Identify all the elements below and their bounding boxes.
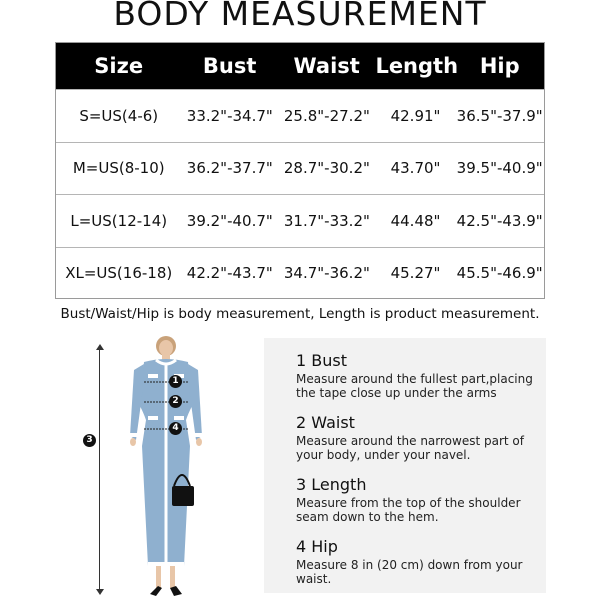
step-description: Measure around the narrowest part of your body, under your navel. xyxy=(296,434,524,462)
bust-marker: 1 xyxy=(169,375,182,388)
cell-hip: 45.5"-46.9" xyxy=(456,264,543,283)
table-row xyxy=(56,247,544,300)
dress-illustration xyxy=(78,336,258,600)
table-row xyxy=(56,194,544,247)
cell-hip: 36.5"-37.9" xyxy=(456,106,543,125)
header-hip: Hip xyxy=(479,54,520,78)
table-row xyxy=(56,142,544,195)
step-hip xyxy=(296,537,541,586)
step-length xyxy=(296,475,541,524)
size-table xyxy=(55,42,545,299)
step-title: 1 Bust xyxy=(296,351,347,370)
cell-length: 45.27" xyxy=(390,264,441,283)
cell-hip: 42.5"-43.9" xyxy=(456,211,543,230)
step-title: 2 Waist xyxy=(296,413,355,432)
length-marker: 3 xyxy=(83,434,96,447)
header-waist: Waist xyxy=(293,54,360,78)
step-description: Measure 8 in (20 cm) down from your waist. xyxy=(296,558,523,586)
cell-waist: 28.7"-30.2" xyxy=(283,159,370,178)
instructions-panel xyxy=(264,338,546,593)
step-bust xyxy=(296,351,541,400)
table-row xyxy=(56,89,544,142)
table-header xyxy=(56,43,544,89)
cell-waist: 25.8"-27.2" xyxy=(283,106,370,125)
step-description: Measure around the fullest part,placing the tape close up under the arms xyxy=(296,372,533,400)
cell-bust: 42.2"-43.7" xyxy=(186,264,273,283)
step-title: 4 Hip xyxy=(296,537,338,556)
cell-waist: 34.7"-36.2" xyxy=(283,264,370,283)
cell-length: 42.91" xyxy=(390,106,441,125)
cell-size: M=US(8-10) xyxy=(72,159,165,178)
cell-length: 44.48" xyxy=(390,211,441,230)
page-title: BODY MEASUREMENT xyxy=(113,0,487,33)
step-description: Measure from the top of the shoulder seam down to the hem. xyxy=(296,496,521,524)
cell-length: 43.70" xyxy=(390,159,441,178)
header-bust: Bust xyxy=(202,54,257,78)
waist-marker: 2 xyxy=(169,395,182,408)
cell-hip: 39.5"-40.9" xyxy=(456,159,543,178)
cell-size: L=US(12-14) xyxy=(70,211,168,230)
model-figure xyxy=(78,336,258,600)
header-size: Size xyxy=(94,54,144,78)
cell-waist: 31.7"-33.2" xyxy=(283,211,370,230)
step-title: 3 Length xyxy=(296,475,367,494)
cell-size: XL=US(16-18) xyxy=(65,264,173,283)
cell-bust: 33.2"-34.7" xyxy=(186,106,273,125)
cell-size: S=US(4-6) xyxy=(79,106,159,125)
cell-bust: 36.2"-37.7" xyxy=(186,159,273,178)
hip-marker: 4 xyxy=(169,422,182,435)
header-length: Length xyxy=(375,54,459,78)
measurement-note: Bust/Waist/Hip is body measurement, Length is product measurement. xyxy=(60,306,540,322)
step-waist xyxy=(296,413,541,462)
cell-bust: 39.2"-40.7" xyxy=(186,211,273,230)
